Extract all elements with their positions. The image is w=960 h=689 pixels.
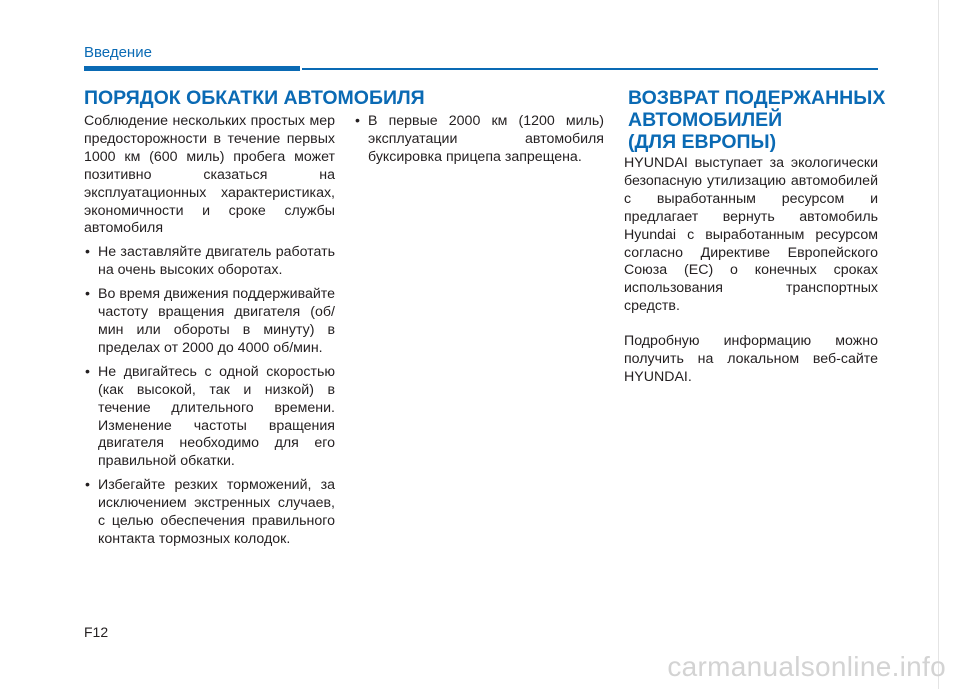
bullet-icon: • — [85, 244, 90, 261]
vehicle-return-column — [624, 155, 878, 387]
bullet-icon: • — [85, 477, 90, 494]
list-item: • Не заставляйте двигатель работать на очень высоких оборотах. — [85, 244, 335, 279]
break-in-list-continued — [354, 113, 604, 167]
header-rule-thick — [84, 66, 300, 71]
list-item: • В первые 2000 км (1200 миль) эксплуатации автомобиля буксировка прицепа запрещена. — [355, 113, 604, 165]
header-rule-thin — [302, 68, 878, 70]
vehicle-return-heading-line-1: ВОЗВРАТ ПОДЕРЖАННЫХ — [628, 87, 886, 109]
break-in-intro: Соблюдение нескольких простых мер предосторожности в течение первых 1000 км (600 миль) пробега может позитивно сказаться на эксплуатационных характеристиках, экономичности и сроке службы автомобиля — [84, 113, 335, 237]
break-in-column-2 — [354, 113, 604, 167]
vehicle-return-heading-line-2: АВТОМОБИЛЕЙ — [628, 109, 783, 131]
bullet-icon: • — [85, 363, 90, 380]
list-item: • Во время движения поддерживайте частоту вращения двигателя (об/мин или обороты в минуту) в пределах от 2000 до 4000 об/мин. — [85, 286, 335, 356]
vehicle-return-paragraph: HYUNDAI выступает за экологически безопасную утилизацию автомобилей с выработанным ресурсом и предлагает вернуть автомобиль Hyundai с выработанным ресурсом согласно Директиве Европейского Союза (ЕС) о конечных сроках использования транспортных средств. — [624, 155, 878, 315]
list-item: • Не двигайтесь с одной скоростью (как высокой, так и низкой) в течение длительного времени. Изменение частоты вращения двигателя необходимо для его правильной обкатки. — [85, 363, 335, 470]
page-edge-divider — [938, 0, 939, 689]
section-label: Введение — [84, 44, 152, 61]
break-in-list — [84, 244, 335, 549]
vehicle-return-heading-line-3: (ДЛЯ ЕВРОПЫ) — [628, 131, 777, 153]
watermark: carmanualsonline.info — [667, 651, 946, 682]
list-item: • Избегайте резких торможений, за исключением экстренных случаев, с целью обеспечения правильного контакта тормозных колодок. — [85, 477, 335, 547]
vehicle-return-info-paragraph: Подробную информацию можно получить на локальном веб-сайте HYUNDAI. — [624, 333, 878, 385]
bullet-icon: • — [355, 113, 360, 129]
page-number: F12 — [84, 624, 109, 640]
break-in-column-1 — [84, 113, 335, 549]
break-in-heading: ПОРЯДОК ОБКАТКИ АВТОМОБИЛЯ — [84, 87, 425, 109]
bullet-icon: • — [85, 286, 90, 303]
